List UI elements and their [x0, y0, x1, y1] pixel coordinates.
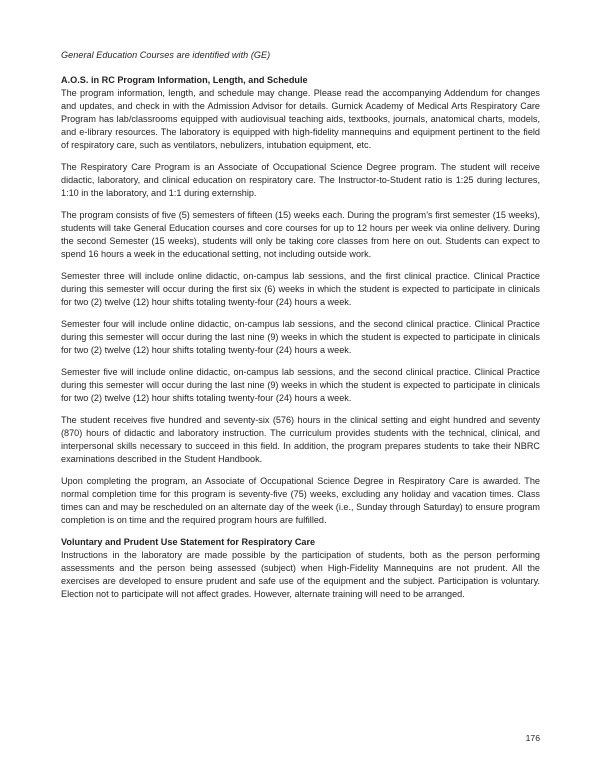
paragraph-clinical-hours: The student receives five hundred and seventy-six (576) hours in the clinical setting and eight hundred and seventy (870) hours of didactic and laboratory instruction. The curriculum provides students with the technical, clinical, and interpersonal skills necessary to succeed in this field. In addition, the program prepares students to take their NBRC examinations described in the Student Handbook. [61, 415, 540, 464]
paragraph-degree-overview: The Respiratory Care Program is an Associate of Occupational Science Degree program. The student will receive didactic, laboratory, and clinical education on respiratory care. The Instructor-to-Student ratio is 1:25 during lectures, 1:10 in the laboratory, and 1:1 during externship. [61, 162, 540, 198]
paragraph-semester-structure: The program consists of five (5) semesters of fifteen (15) weeks each. During the program’s first semester (15 weeks), students will take General Education courses and core courses for up to 12 hours per week via online delivery. During the second Semester (15 weeks), students will only be taking core classes from here on out. Students can expect to spend 16 hours a week in the educational setting, not including outside work. [61, 210, 540, 259]
paragraph-voluntary-use: Instructions in the laboratory are made possible by the participation of students, both as the person performing assessments and the person being assessed (subject) when High-Fidelity Mannequins are not prudent. All the exercises are developed to ensure prudent and safe use of the equipment and the subject. Participation is voluntary. Election not to participate will not affect grades. However, alternate training will need to be arranged. [61, 550, 540, 599]
section-heading-voluntary-use: Voluntary and Prudent Use Statement for Respiratory Care [61, 537, 316, 547]
paragraph-completion: Upon completing the program, an Associate of Occupational Science Degree in Respiratory Care is awarded. The normal completion time for this program is seventy-five (75) weeks, excluding any holiday and vacation times. Class times can and may be rescheduled on an alternate day of the week (i.e., Sunday through Saturday) to ensure program completion is on time and the required program hours are fulfilled. [61, 476, 540, 525]
section-heading-program-info: A.O.S. in RC Program Information, Length, and Schedule [61, 75, 308, 85]
general-education-note: General Education Courses are identified with (GE) [61, 50, 271, 60]
paragraph-semester-four: Semester four will include online didactic, on-campus lab sessions, and the second clinical practice. Clinical Practice during this semester will occur during the last nine (9) weeks in which the student is expected to participate in clinicals for two (2) twelve (12) hour shifts totaling twenty-four (24) hours a week. [61, 319, 540, 355]
page-content [61, 49, 540, 610]
paragraph-semester-three: Semester three will include online didactic, on-campus lab sessions, and the first clinical practice. Clinical Practice during this semester will occur during the first six (6) weeks in which the student is expected to participate in clinicals for two (2) twelve (12) hour shifts totaling twenty-four (24) hours a week. [61, 271, 540, 307]
page-number: 176 [525, 733, 540, 743]
paragraph-program-info: The program information, length, and schedule may change. Please read the accompanying Addendum for changes and updates, and check in with the Admission Advisor for details. Gurnick Academy of Medical Arts Respiratory Care Program has lab/classrooms equipped with audiovisual teaching aids, textbooks, journals, anatomical charts, models, and e-library resources. The laboratory is equipped with high-fidelity mannequins and equipment pertinent to the field of respiratory care, such as ventilators, nebulizers, intubation equipment, etc. [61, 88, 540, 150]
paragraph-semester-five: Semester five will include online didactic, on-campus lab sessions, and the second clinical practice. Clinical Practice during this semester will occur during the last nine (9) weeks in which the student is expected to participate in clinicals for two (2) twelve (12) hour shifts totaling twenty-four (24) hours a week. [61, 367, 540, 403]
